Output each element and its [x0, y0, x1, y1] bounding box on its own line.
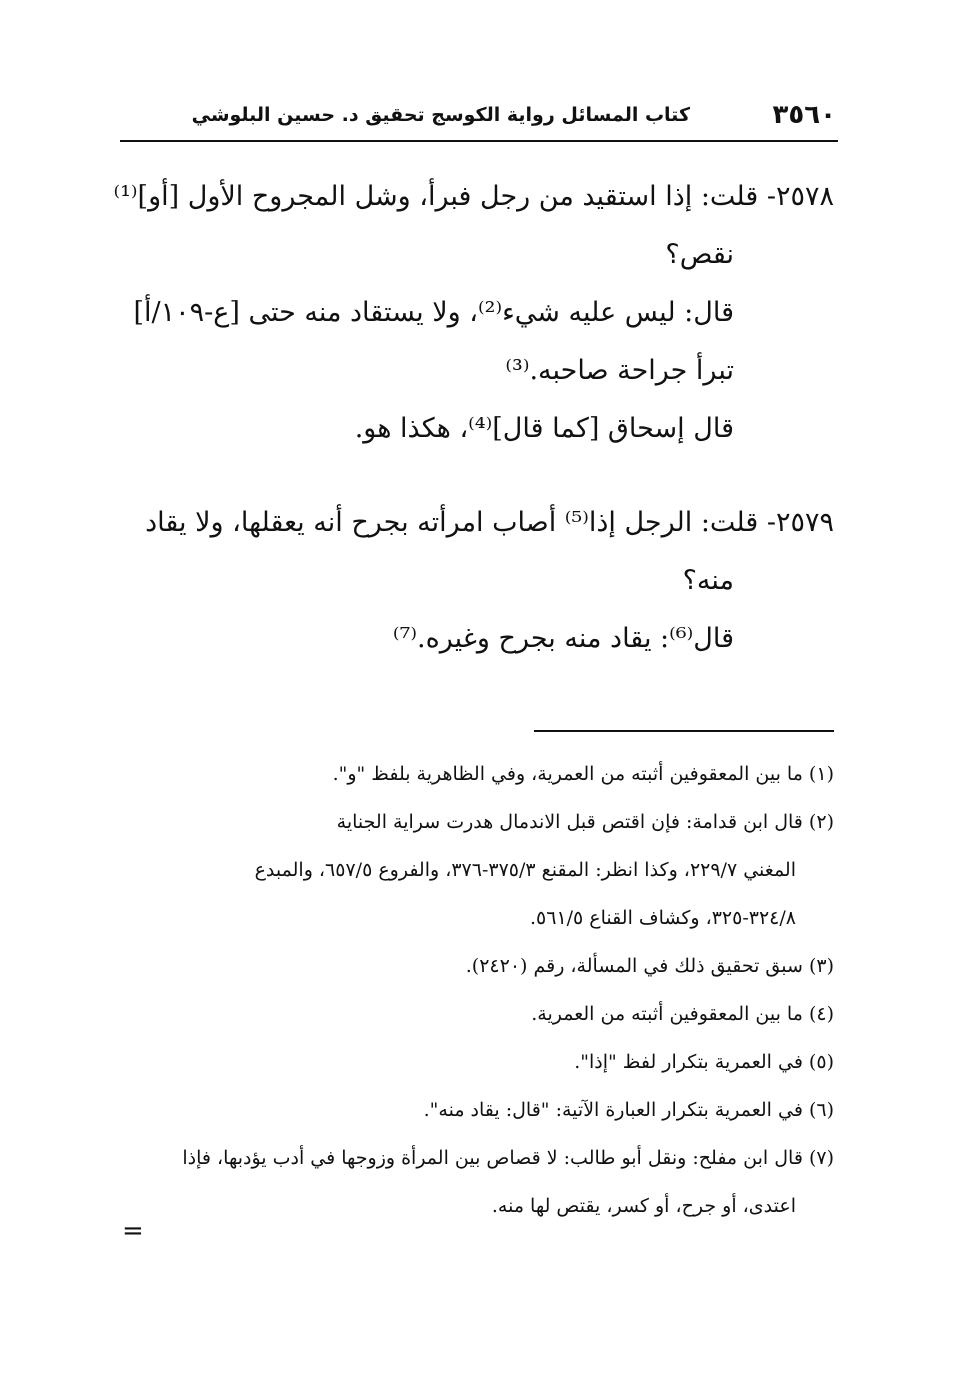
footnote-7-continuation: اعتدى، أو جرح، أو كسر، يقتص لها منه.: [491, 1195, 796, 1217]
footnote-2: (٢) قال ابن قدامة: فإن اقتص قبل الاندمال هدرت سراية الجناية: [336, 811, 834, 833]
header-rule: [120, 140, 838, 142]
footnote-2-continuation: ٣٢٤/٨-٣٢٥، وكشاف القناع ٥٦١/٥.: [529, 907, 796, 929]
entry-2578: [113, 168, 834, 458]
footnote-3: (٣) سبق تحقيق ذلك في المسألة، رقم (٢٤٢٠).: [465, 955, 834, 977]
footnote-1: (١) ما بين المعقوفين أثبته من العمرية، وفي الظاهرية بلفظ "و".: [332, 763, 834, 785]
page-header: [120, 96, 838, 140]
entry-line: قال: ليس عليه شيء⁽²⁾، ولا يستقاد منه حتى [ع-١٠٩/أ]: [133, 297, 734, 328]
entry-line: ٢٥٧٨- قلت: إذا استقيد من رجل فبرأ، وشل المجروح الأول [أو]⁽¹⁾: [113, 181, 834, 212]
entry-line: منه؟: [682, 565, 734, 596]
footnotes: [118, 750, 834, 1230]
entry-line: تبرأ جراحة صاحبه.⁽³⁾: [505, 355, 734, 386]
page-number: ٣٥٦٠: [772, 100, 836, 130]
continuation-mark: =: [122, 1216, 144, 1246]
footnote-5: (٥) في العمرية بتكرار لفظ "إذا".: [574, 1051, 834, 1073]
running-title: كتاب المسائل رواية الكوسج تحقيق د. حسين البلوشي: [191, 104, 690, 126]
footnote-4: (٤) ما بين المعقوفين أثبته من العمرية.: [531, 1003, 834, 1025]
entry-line: نقص؟: [665, 239, 734, 270]
footnote-6: (٦) في العمرية بتكرار العبارة الآتية: "قال: يقاد منه".: [423, 1099, 834, 1121]
entry-line: قال إسحاق [كما قال]⁽⁴⁾، هكذا هو.: [354, 413, 734, 444]
footnote-2-continuation: المغني ٢٢٩/٧، وكذا انظر: المقنع ٣٧٥/٣-٣٧٦، والفروع ٦٥٧/٥، والمبدع: [254, 859, 796, 881]
footnote-separator: [534, 730, 834, 732]
entry-2579: [118, 494, 834, 668]
entry-line: ٢٥٧٩- قلت: الرجل إذا⁽⁵⁾ أصاب امرأته بجرح أنه يعقلها، ولا يقاد: [145, 507, 834, 538]
footnote-7: (٧) قال ابن مفلح: ونقل أبو طالب: لا قصاص بين المرأة وزوجها في أدب يؤدبها، فإذا: [182, 1147, 834, 1169]
entry-line: قال⁽⁶⁾: يقاد منه بجرح وغيره.⁽⁷⁾: [392, 623, 734, 654]
